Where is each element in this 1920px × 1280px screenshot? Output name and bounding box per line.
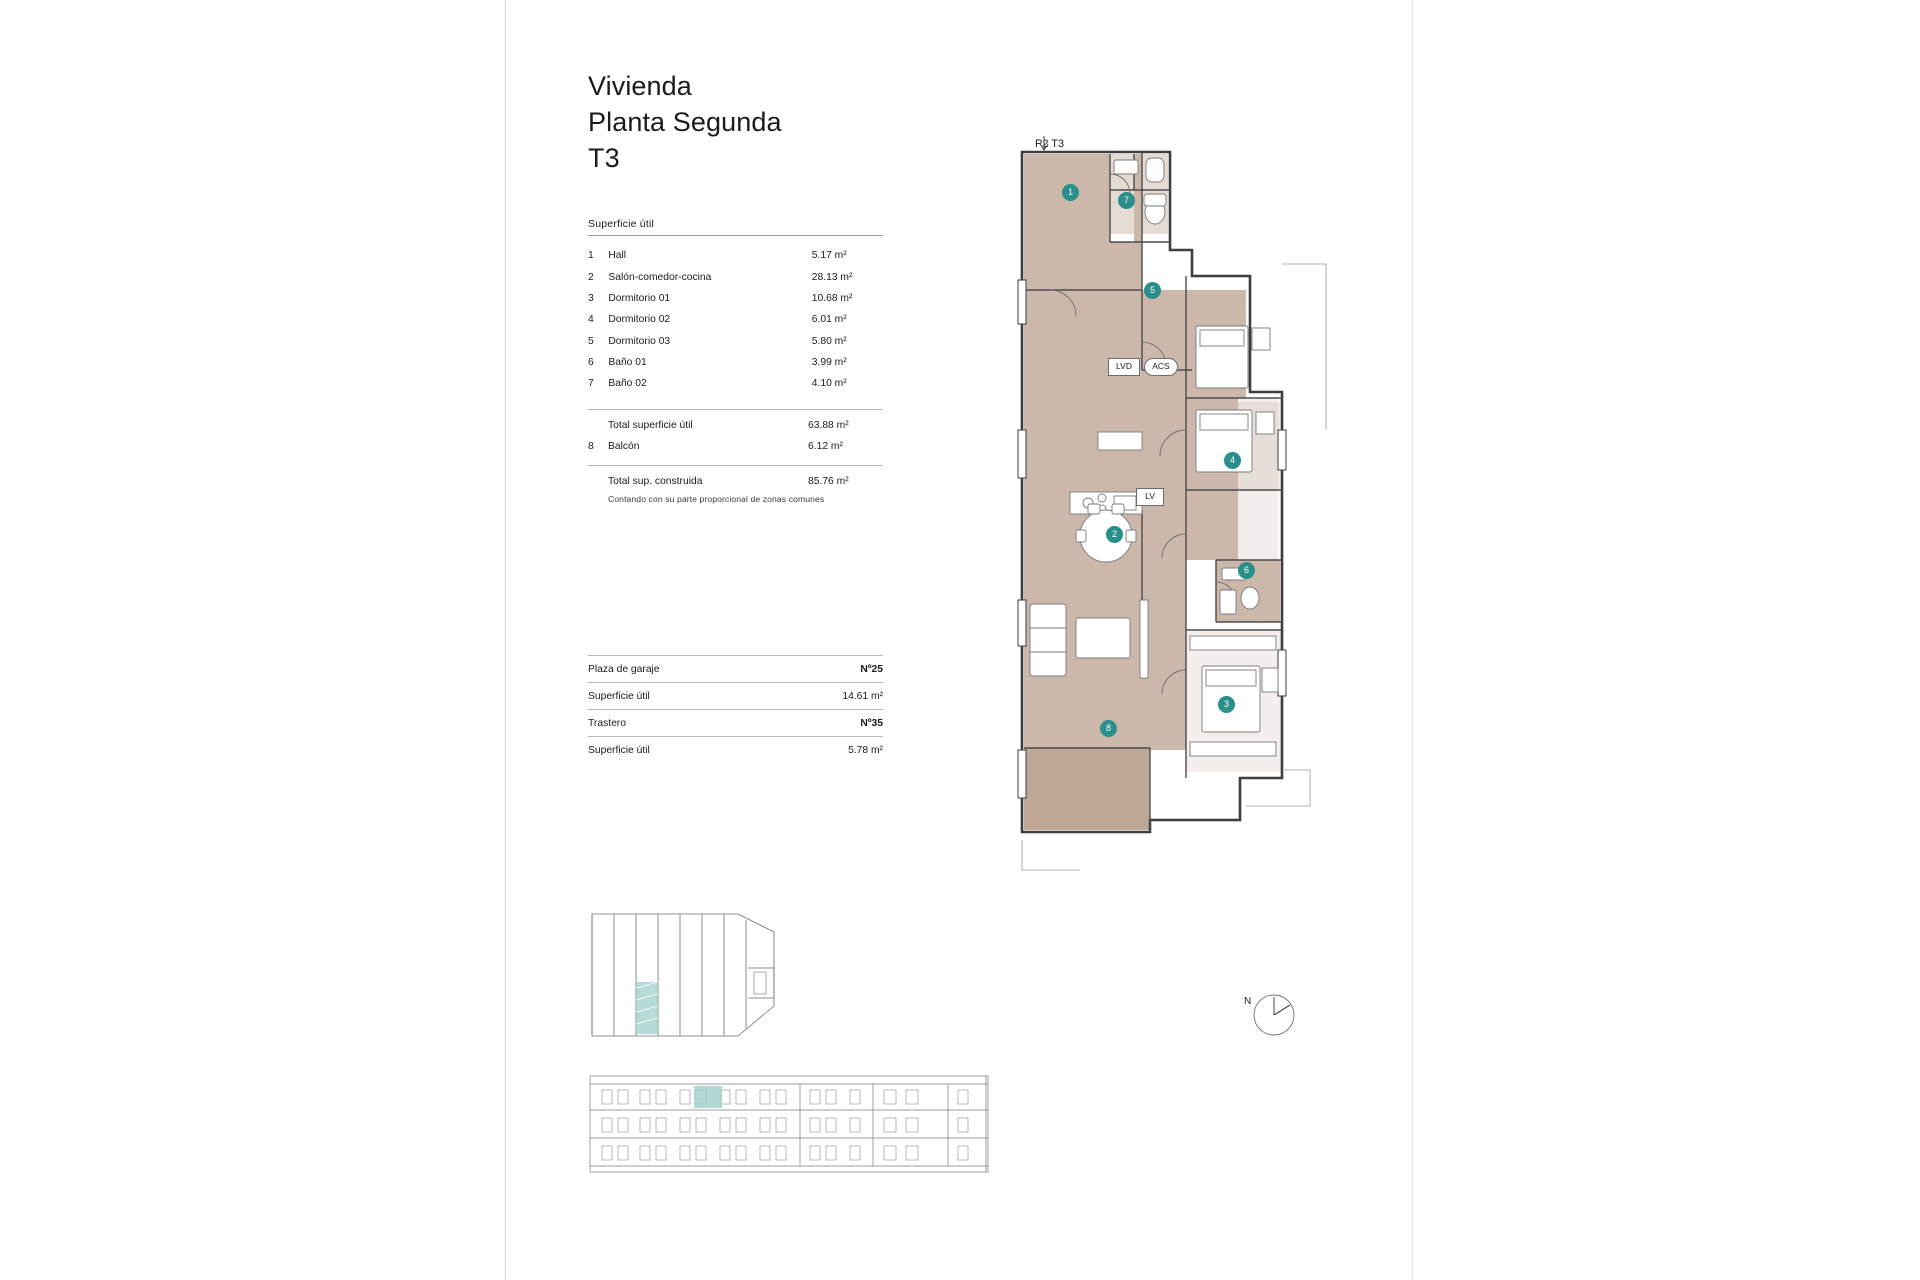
balcony-area: 6.12 m² xyxy=(808,440,843,452)
surface-table-caption: Superficie útil xyxy=(588,218,655,230)
garage-label: Plaza de garaje xyxy=(588,664,660,675)
page-left-rule xyxy=(505,0,506,1280)
room-name: Hall xyxy=(608,250,627,262)
total-built-value: 85.76 m² xyxy=(808,475,849,487)
table-mid-rule xyxy=(588,409,883,410)
room-badge-6: 6 xyxy=(1238,562,1255,579)
garage-surface-row xyxy=(588,683,883,709)
room-badge-5: 5 xyxy=(1144,282,1161,299)
floor-plan xyxy=(1010,130,1330,960)
room-name: Baño 01 xyxy=(608,357,647,369)
key-plan-diagram xyxy=(588,910,828,1040)
storage-surface-label: Superficie útil xyxy=(588,745,650,756)
room-area: 6.01 m² xyxy=(811,314,847,326)
room-number: 3 xyxy=(588,292,594,304)
balcony-number: 8 xyxy=(588,440,594,452)
room-number: 6 xyxy=(588,357,594,369)
table-row xyxy=(588,245,883,266)
table-row xyxy=(588,309,883,330)
room-number: 1 xyxy=(588,250,594,262)
garage-surface-label: Superficie útil xyxy=(588,691,650,702)
key-plan-highlight xyxy=(636,982,658,1034)
room-number: 5 xyxy=(588,335,594,347)
tag-lvd: LVD xyxy=(1108,358,1140,376)
table-row xyxy=(588,373,883,394)
room-area: 5.17 m² xyxy=(811,250,847,262)
surface-table xyxy=(588,218,883,504)
storage-surface-row xyxy=(588,737,883,763)
room-badge-4: 4 xyxy=(1224,452,1241,469)
room-badge-2: 2 xyxy=(1106,526,1123,543)
room-badge-3: 3 xyxy=(1218,696,1235,713)
room-badge-1: 1 xyxy=(1062,184,1079,201)
room-number: 7 xyxy=(588,378,594,390)
table-row xyxy=(588,331,883,352)
room-number: 2 xyxy=(588,271,594,283)
room-number: 4 xyxy=(588,314,594,326)
north-label: N xyxy=(1244,996,1252,1007)
total-util-value: 63.88 m² xyxy=(808,419,849,431)
room-area: 4.10 m² xyxy=(811,378,847,390)
garage-row xyxy=(588,656,883,682)
elevation-highlight xyxy=(694,1086,722,1108)
common-areas-note: Contando con su parte proporcional de zonas comunes xyxy=(608,493,825,504)
tag-acs: ACS xyxy=(1144,358,1178,376)
storage-row xyxy=(588,710,883,736)
key-plan-svg xyxy=(588,910,828,1040)
table-top-rule xyxy=(588,235,883,236)
page-title xyxy=(588,68,948,176)
table-row xyxy=(588,352,883,373)
room-name: Dormitorio 02 xyxy=(608,314,671,326)
room-name: Dormitorio 03 xyxy=(608,335,671,347)
total-built-label: Total sup. construida xyxy=(608,475,703,487)
table-row xyxy=(588,266,883,287)
balcony-name: Balcón xyxy=(608,440,640,452)
room-name: Dormitorio 01 xyxy=(608,292,671,304)
table-row xyxy=(588,288,883,309)
balcony-row xyxy=(588,441,883,452)
tag-lv: LV xyxy=(1136,488,1164,506)
storage-value: Nº35 xyxy=(860,718,883,729)
plan-entry-label: P2 T3 xyxy=(1035,138,1065,150)
total-util-row xyxy=(588,420,883,431)
page-right-rule xyxy=(1412,0,1413,1280)
room-area: 28.13 m² xyxy=(811,271,853,283)
room-badge-8: 8 xyxy=(1100,720,1117,737)
room-name: Salón-comedor-cocina xyxy=(608,271,712,283)
storage-surface-value: 5.78 m² xyxy=(848,745,883,756)
room-area: 3.99 m² xyxy=(811,357,847,369)
entry-arrow xyxy=(1040,136,1048,150)
title-line-1: Vivienda xyxy=(588,71,692,101)
title-line-3: T3 xyxy=(588,143,620,173)
table-bottom-rule xyxy=(588,465,883,466)
total-util-label: Total superficie útil xyxy=(608,419,693,431)
garage-surface-value: 14.61 m² xyxy=(842,691,883,702)
storage-label: Trastero xyxy=(588,718,626,729)
north-arrow xyxy=(1240,985,1310,1045)
room-area: 5.80 m² xyxy=(811,335,847,347)
rooms-table xyxy=(588,245,883,395)
total-built-row xyxy=(588,476,883,487)
room-name: Baño 02 xyxy=(608,378,647,390)
garage-value: Nº25 xyxy=(860,664,883,675)
elevation-svg xyxy=(588,1070,993,1180)
garage-storage-block xyxy=(588,655,883,763)
room-area: 10.68 m² xyxy=(811,292,853,304)
building-elevation-diagram xyxy=(588,1070,993,1180)
title-line-2: Planta Segunda xyxy=(588,107,782,137)
floor-plan-svg xyxy=(1010,130,1330,960)
room-badge-7: 7 xyxy=(1118,192,1135,209)
north-arrow-svg xyxy=(1240,985,1310,1045)
